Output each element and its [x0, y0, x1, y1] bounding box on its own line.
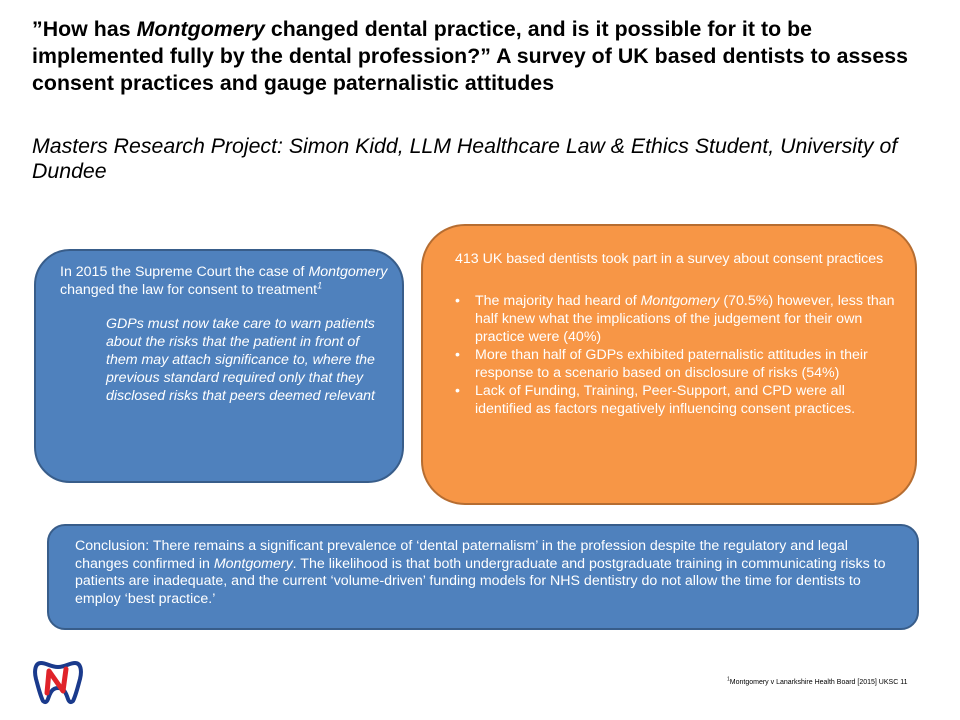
footnote-sup: 1	[727, 676, 730, 683]
conclusion-box	[47, 524, 919, 630]
conclusion-text-2: . The likelihood is that both undergraduate and postgraduate training in communicating risks to patients are inadequate, and the current ‘volume-driven’ funding models for NHS dentistry do not allow the time for dentists to employ ‘best practice.’	[75, 555, 886, 607]
left-box-quote: GDPs must now take care to warn patients about the risks that the patient in front of them may attach significance to, where the previous standard required only that they disclosed risks that peers deemed relevant	[106, 316, 375, 404]
finding-barriers: • Lack of Funding, Training, Peer-Support, and CPD were all identified as factors negatively influencing consent practices.	[455, 382, 895, 418]
left-info-box	[34, 249, 404, 483]
footnote	[727, 676, 908, 686]
conclusion-emphasis: Montgomery	[213, 555, 293, 572]
title-emphasis: Montgomery	[136, 17, 265, 41]
title-text-1: ”How has	[32, 17, 137, 41]
tooth-logo-icon	[33, 655, 83, 705]
conclusion-text-1: Conclusion: There remains a significant prevalence of ‘dental paternalism’ in the profession despite the regulatory and legal changes confirmed in	[75, 538, 848, 572]
left-intro-text-2: changed the law for consent to treatment	[60, 282, 318, 298]
survey-intro: 413 UK based dentists took part in a survey about consent practices	[455, 251, 884, 267]
footnote-marker: 1	[317, 280, 323, 291]
footnote-text: Montgomery v Lanarkshire Health Board [2015] UKSC 11	[729, 679, 908, 686]
left-box-intro	[60, 263, 392, 299]
finding-1-emphasis: Montgomery	[640, 293, 720, 309]
left-intro-emphasis: Montgomery	[308, 264, 388, 280]
finding-paternalism: • More than half of GDPs exhibited paternalistic attitudes in their response to a scenario based on disclosure of risks (54%)	[455, 346, 895, 382]
finding-1-text-2: (70.5%) however, less than half knew what the implications of the judgement for their own practice were (40%)	[475, 293, 895, 345]
finding-awareness	[455, 292, 895, 346]
survey-results-box	[421, 224, 917, 505]
survey-findings-list	[455, 292, 895, 418]
slide-subtitle: Masters Research Project: Simon Kidd, LLM Healthcare Law & Ethics Student, University of Dundee	[32, 134, 898, 183]
left-intro-text-1: In 2015 the Supreme Court the case of	[60, 264, 309, 280]
title-text-2: changed dental practice, and is it possible for it to be implemented fully by the dental profession?” A survey of UK based dentists to assess consent practices and gauge paternalistic attitudes	[32, 17, 908, 95]
slide-title	[32, 16, 937, 97]
finding-1-text-1: The majority had heard of	[475, 293, 641, 309]
